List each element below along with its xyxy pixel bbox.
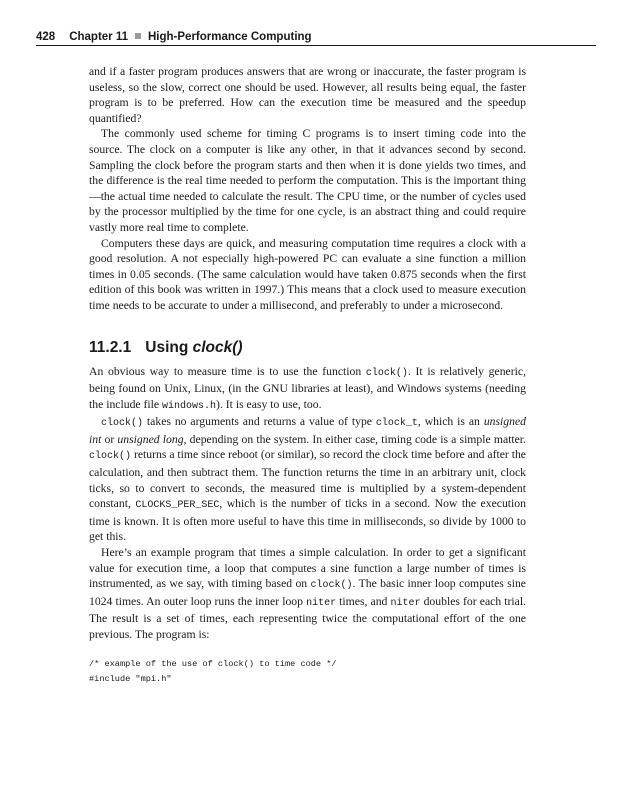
text-run: , which is the number of ticks in a second. Now the execution time is known. It is often more useful to have this time in milliseconds, so divide by 1000 to get this. (89, 497, 526, 544)
text-run: doubles for each trial. The result is a set of times, each representing twice the computational effort of the one previous. The program is: (89, 594, 526, 641)
separator-square-icon (135, 33, 141, 39)
inline-code: CLOCKS_PER_SEC (135, 500, 220, 512)
section-heading (89, 338, 526, 358)
inline-code: niter (390, 597, 421, 609)
inline-code: clock() (101, 418, 144, 430)
inline-code: clock() (310, 580, 353, 592)
text-run: returns a time since reboot (or similar), so record the clock time before and after the calculation, and then subtract them. The function returns the time in an arbitrary unit, clock ticks, so to convert to seconds, the measured time is multiplied by a system-dependent constant, (89, 448, 526, 511)
section-title: Using (145, 338, 193, 356)
inline-code: windows.h (162, 400, 217, 412)
code-listing (89, 657, 526, 687)
inline-code: clock_t (375, 418, 418, 430)
italic-type: unsigned long (117, 432, 184, 446)
text-run: , depending on the system. In either case, timing code is a simple matter. (183, 432, 526, 446)
text-run: An obvious way to measure time is to use the function (89, 364, 366, 378)
paragraph-4 (89, 364, 526, 415)
inline-code: clock() (365, 367, 408, 379)
text-run: takes no arguments and returns a value of type (143, 415, 376, 429)
text-run: ). It is easy to use, too. (216, 397, 322, 411)
section-title-code: clock() (192, 338, 243, 356)
text-run: or (101, 432, 118, 446)
paragraph-6 (89, 545, 526, 643)
paragraph-1: and if a faster program produces answers that are wrong or inaccurate, the faster program is useless, so the slow, correct one should be used. However, all results being equal, the faster program is to be preferred. How can the execution time be measured and the speedup quantified? (89, 65, 526, 125)
paragraph-2: The commonly used scheme for timing C programs is to insert timing code into the source. The clock on a computer is like any other, in that it advances second by second. Sampling the clock before the program starts and then when it is done yields two times, and the difference is the real time needed to perform the computation. This is the important thing—the actual time needed to calculate the result. The CPU time, or the number of cycles used by the processor multiplied by the time for one cycle, is an abstract thing and could require vastly more real time to complete. (89, 127, 526, 234)
text-run: Here’s an example program that times a simple calculation. In order to get a significant value for execution time, a loop that computes a sine function a large number of times is instrumented, as we say, with timing based on (89, 546, 526, 591)
section-number: 11.2.1 (89, 338, 132, 356)
code-line-1: /* example of the use of clock() to time code */ (89, 658, 337, 669)
running-header (36, 30, 596, 44)
page-number: 428 (36, 31, 56, 43)
code-line-2: #include "mpi.h" (89, 673, 172, 684)
text-run: . It is relatively generic, being found on Unix, Linux, (in the GNU libraries at least), and Windows systems (needing the include file (89, 364, 526, 411)
text-run: . The basic inner loop computes sine 1024 times. An outer loop runs the inner loop (89, 577, 526, 608)
chapter-title: High-Performance Computing (148, 31, 312, 43)
text-run: , which is an (417, 415, 484, 429)
paragraph-5 (89, 414, 526, 545)
chapter-label: Chapter 11 (69, 31, 128, 43)
text-run: times, and (336, 594, 391, 608)
body-text (89, 64, 526, 687)
header-rule (36, 45, 596, 46)
inline-code: niter (306, 597, 337, 609)
italic-type: unsigned int (89, 415, 527, 446)
inline-code: clock() (89, 451, 132, 463)
paragraph-3: Computers these days are quick, and measuring computation time requires a clock with a good resolution. A not especially high-powered PC can evaluate a sine function a million times in 0.05 seconds. (The same calculation would have taken 0.875 seconds when the first edition of this book was written in 1997.) This means that a clock used to measure execution time needs to be accurate to under a millisecond, and preferably to under a microsecond. (89, 236, 526, 312)
